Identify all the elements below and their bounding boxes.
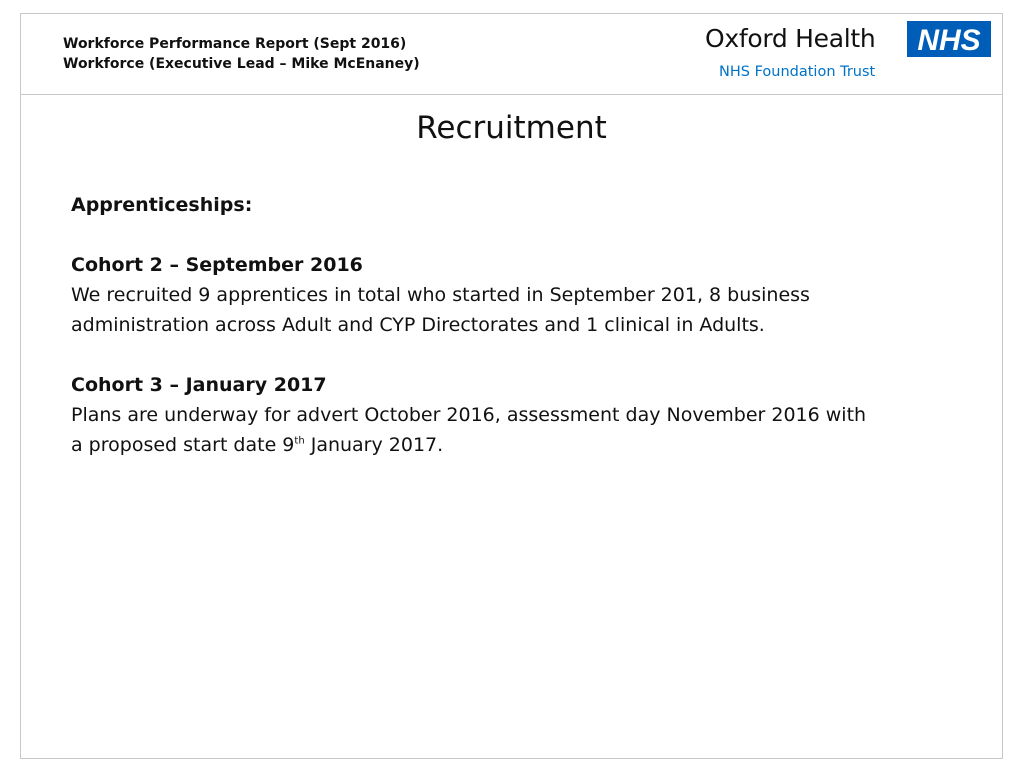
cohort2-text: We recruited 9 apprentices in total who started in September 201, 8 business administration across Adult and CYP Directorates and 1 clinical in Adults.: [71, 284, 810, 336]
cohort3-heading: Cohort 3 – January 2017: [71, 374, 327, 396]
org-subtitle: NHS Foundation Trust: [719, 64, 876, 80]
header-bar: [21, 14, 1002, 95]
nhs-logo-text: NHS: [917, 24, 981, 57]
org-name: Oxford Health: [705, 24, 876, 53]
slide-body: [71, 190, 871, 460]
section-heading: Apprenticeships:: [71, 194, 253, 216]
report-heading: [63, 34, 420, 74]
cohort3-text-main: Plans are underway for advert October 2016, assessment day November 2016 with a proposed start date 9: [71, 404, 867, 456]
slide-title: Recruitment: [416, 110, 607, 146]
cohort3-text: [71, 400, 871, 460]
report-subtitle: Workforce (Executive Lead – Mike McEnaney): [63, 56, 420, 72]
cohort3-superscript: th: [294, 435, 305, 447]
nhs-logo-icon: [907, 21, 991, 57]
report-title: Workforce Performance Report (Sept 2016): [63, 36, 407, 52]
cohort2-heading: Cohort 2 – September 2016: [71, 254, 363, 276]
cohort3-text-end: January 2017.: [304, 434, 444, 456]
slide: [20, 13, 1003, 759]
